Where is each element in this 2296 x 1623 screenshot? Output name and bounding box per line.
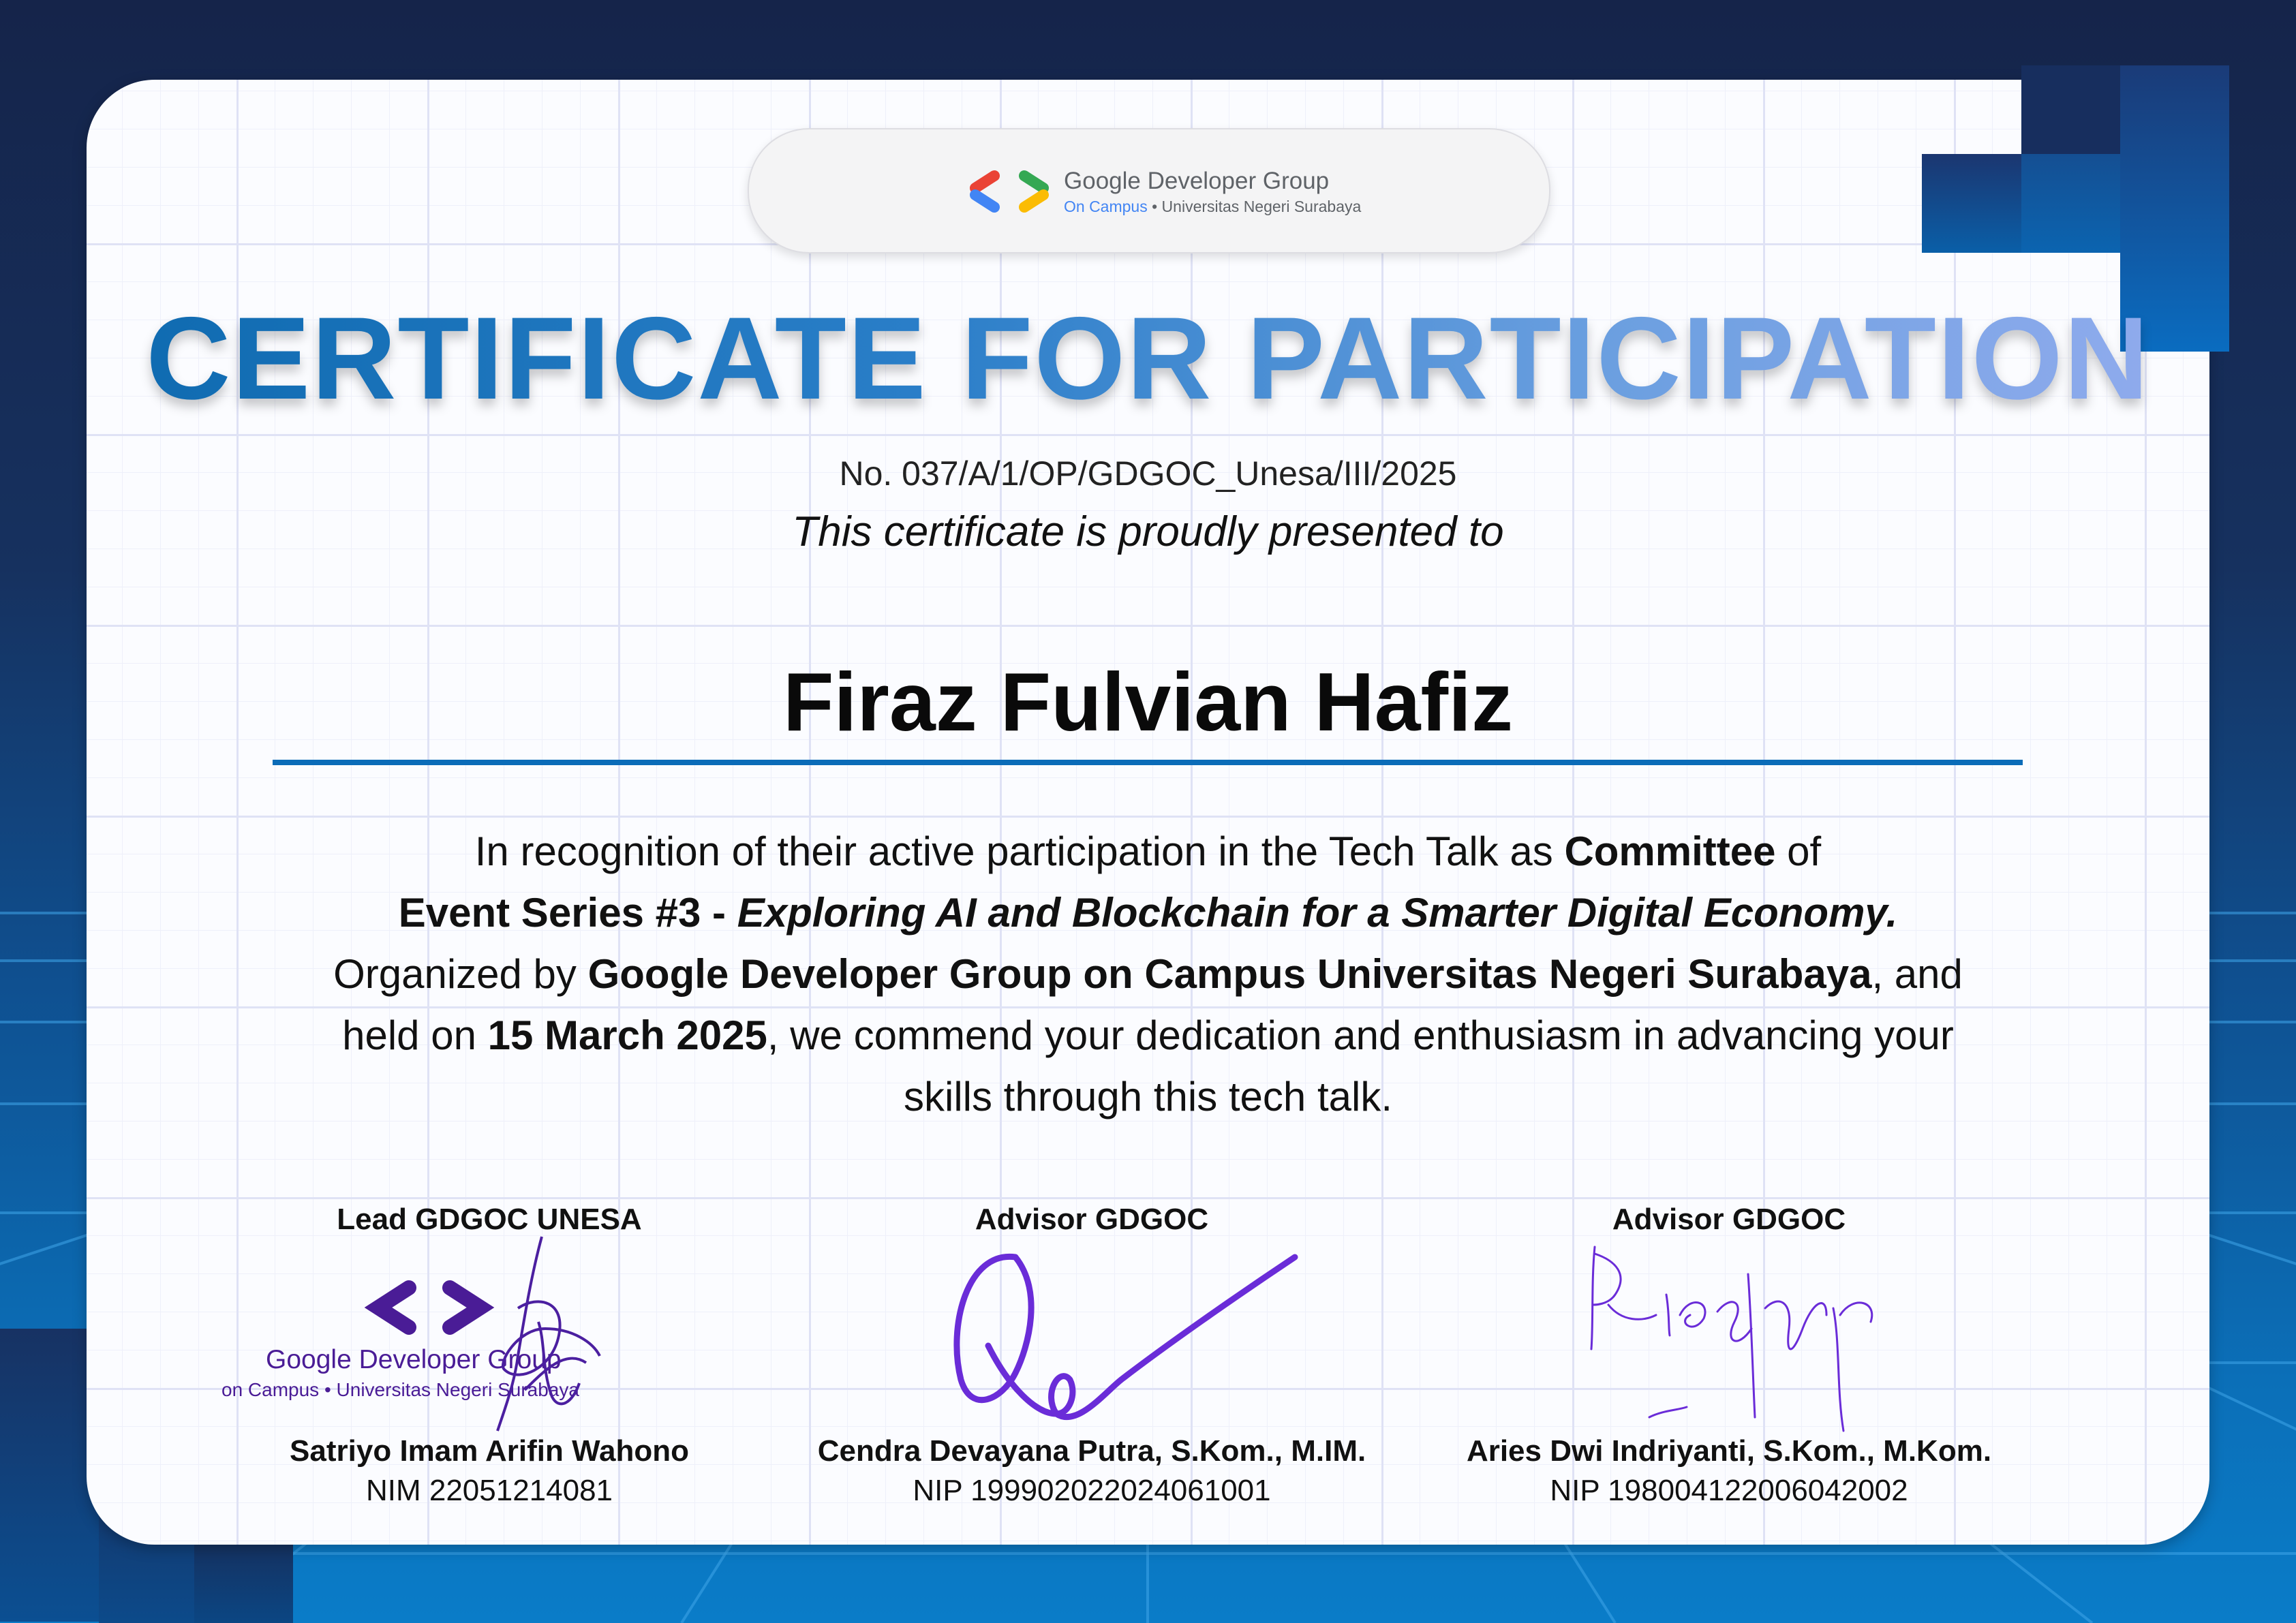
signature-1 — [477, 1233, 613, 1438]
decor-block — [0, 1329, 99, 1622]
signatory-1-name: Satriyo Imam Arifin Wahono — [290, 1434, 689, 1468]
certificate-body — [170, 821, 2126, 1128]
logo-subtitle — [1064, 198, 1361, 216]
signatory-3-name: Aries Dwi Indriyanti, S.Kom., M.Kom. — [1466, 1434, 1992, 1468]
body-text-segment: , and — [1871, 951, 1963, 997]
body-text-segment: skills through this tech talk. — [904, 1074, 1392, 1119]
logo-subtitle-university: • Universitas Negeri Surabaya — [1147, 198, 1362, 215]
signatory-1-id: NIM 22051214081 — [365, 1474, 613, 1507]
participation-role: Committee — [1564, 829, 1776, 874]
certificate-number: No. 037/A/1/OP/GDGOC_Unesa/III/2025 — [839, 454, 1457, 493]
body-text-segment: In recognition of their active participation in the Tech Talk as — [474, 829, 1565, 874]
organizer-name: Google Developer Group on Campus Universitas Negeri Surabaya — [587, 951, 1872, 997]
body-text-segment: held on — [342, 1013, 488, 1058]
decor-block — [2021, 65, 2120, 154]
logo-title: Google Developer Group — [1064, 168, 1330, 194]
stamp-title: Google Developer Group — [266, 1345, 562, 1374]
signatory-1-role: Lead GDGOC UNESA — [337, 1203, 642, 1236]
gdg-brackets-icon — [966, 168, 1061, 215]
stamp-subtitle: on Campus • Universitas Negeri Surabaya — [221, 1379, 579, 1400]
body-text-segment: of — [1775, 829, 1822, 874]
name-underline — [273, 760, 2023, 765]
signature-3 — [1567, 1240, 1888, 1438]
signature-2 — [940, 1243, 1302, 1427]
signatory-2-name: Cendra Devayana Putra, S.Kom., M.IM. — [817, 1434, 1366, 1468]
event-topic: Exploring AI and Blockchain for a Smarter Digital Economy. — [737, 890, 1898, 936]
body-text-segment: Organized by — [333, 951, 588, 997]
signatory-2-id: NIP 199902022024061001 — [913, 1474, 1271, 1507]
certificate-title: CERTIFICATE FOR PARTICIPATION — [0, 300, 2296, 417]
event-date: 15 March 2025 — [487, 1013, 767, 1058]
body-text-segment: , we commend your dedication and enthusiasm in advancing your — [767, 1013, 1954, 1058]
decor-block — [1922, 154, 2021, 253]
logo-subtitle-campus: On Campus — [1064, 198, 1148, 215]
recipient-name: Firaz Fulvian Hafiz — [782, 655, 1514, 748]
signatory-3-role: Advisor GDGOC — [1612, 1203, 1846, 1236]
event-series: Event Series #3 - — [398, 890, 737, 936]
organization-logo — [748, 128, 1550, 253]
presented-to-text: This certificate is proudly presented to — [792, 508, 1504, 555]
signatory-3-id: NIP 198004122006042002 — [1550, 1474, 1908, 1507]
signatory-2-role: Advisor GDGOC — [975, 1203, 1209, 1236]
